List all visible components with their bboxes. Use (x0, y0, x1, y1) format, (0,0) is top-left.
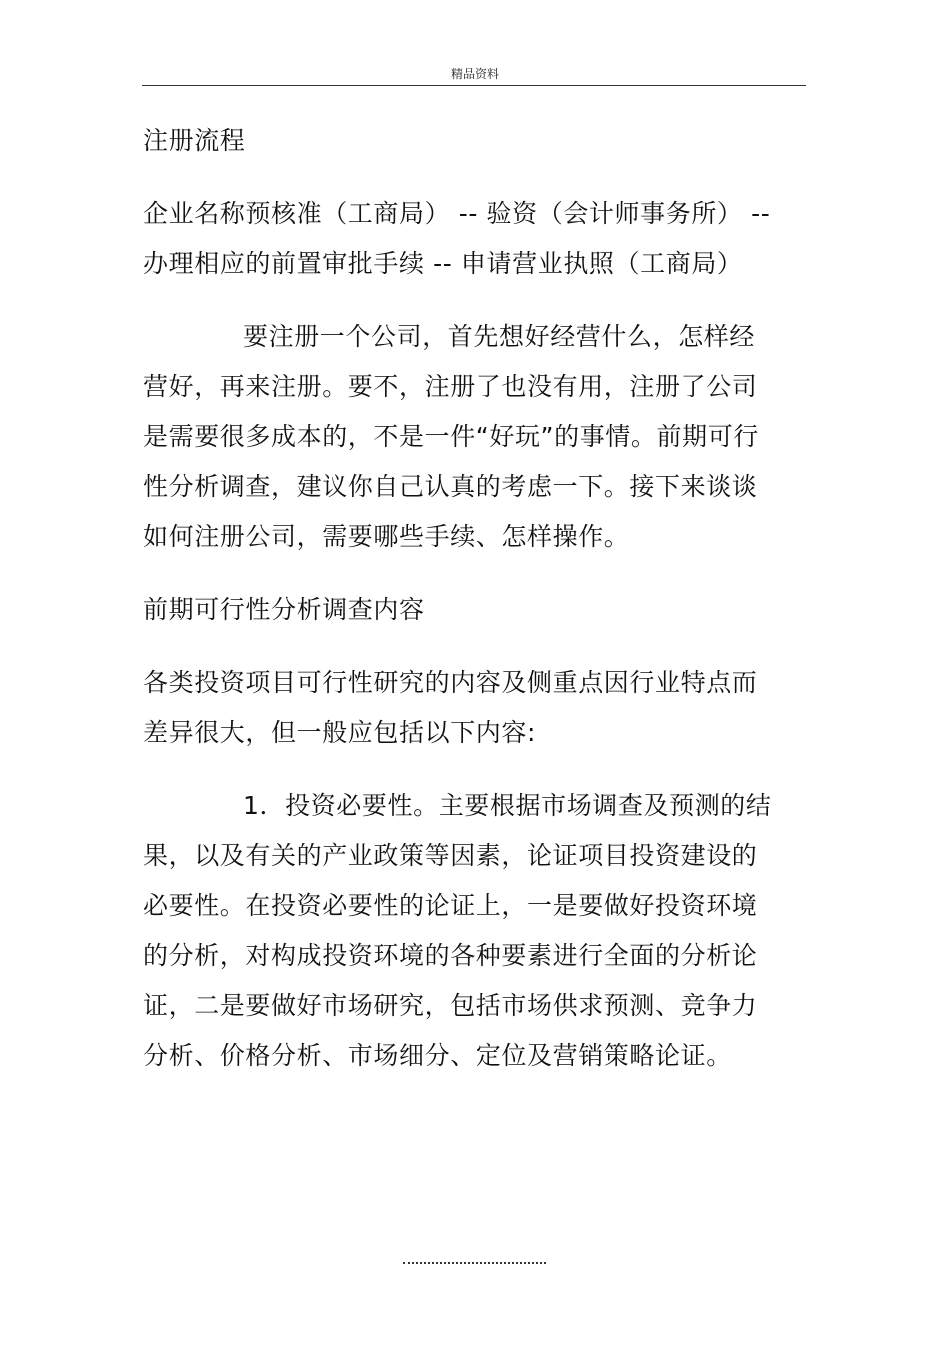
process-steps: 企业名称预核准（工商局） -- 验资（会计师事务所） -- 办理相应的前置审批手续 -- 申请营业执照（工商局） (143, 199, 771, 278)
intro-paragraph: 要注册一个公司，首先想好经营什么，怎样经营好，再来注册。要不，注册了也没有用，注册了公司是需要很多成本的，不是一件“好玩”的事情。前期可行性分析调查，建议你自己认真的考虑一下。接下来谈谈如何注册公司，需要哪些手续、怎样操作。 (143, 322, 759, 551)
document-title: 注册流程 (143, 126, 246, 155)
list-item-investment-necessity: 1．投资必要性。主要根据市场调查及预测的结果，以及有关的产业政策等因素，论证项目投资建设的必要性。在投资必要性的论证上，一是要做好投资环境的分析，对构成投资环境的各种要素进行全面的分析论证，二是要做好市场研究，包括市场供求预测、竞争力分析、价格分析、市场细分、定位及营销策略论证。 (143, 791, 772, 1070)
footer-dotted-divider (403, 1262, 546, 1264)
page-header-label: 精品资料 (450, 67, 499, 81)
section-heading: 前期可行性分析调查内容 (143, 595, 425, 624)
section-intro: 各类投资项目可行性研究的内容及侧重点因行业特点而差异很大，但一般应包括以下内容: (143, 668, 758, 747)
header-divider (142, 85, 806, 86)
document-body (143, 116, 775, 1081)
